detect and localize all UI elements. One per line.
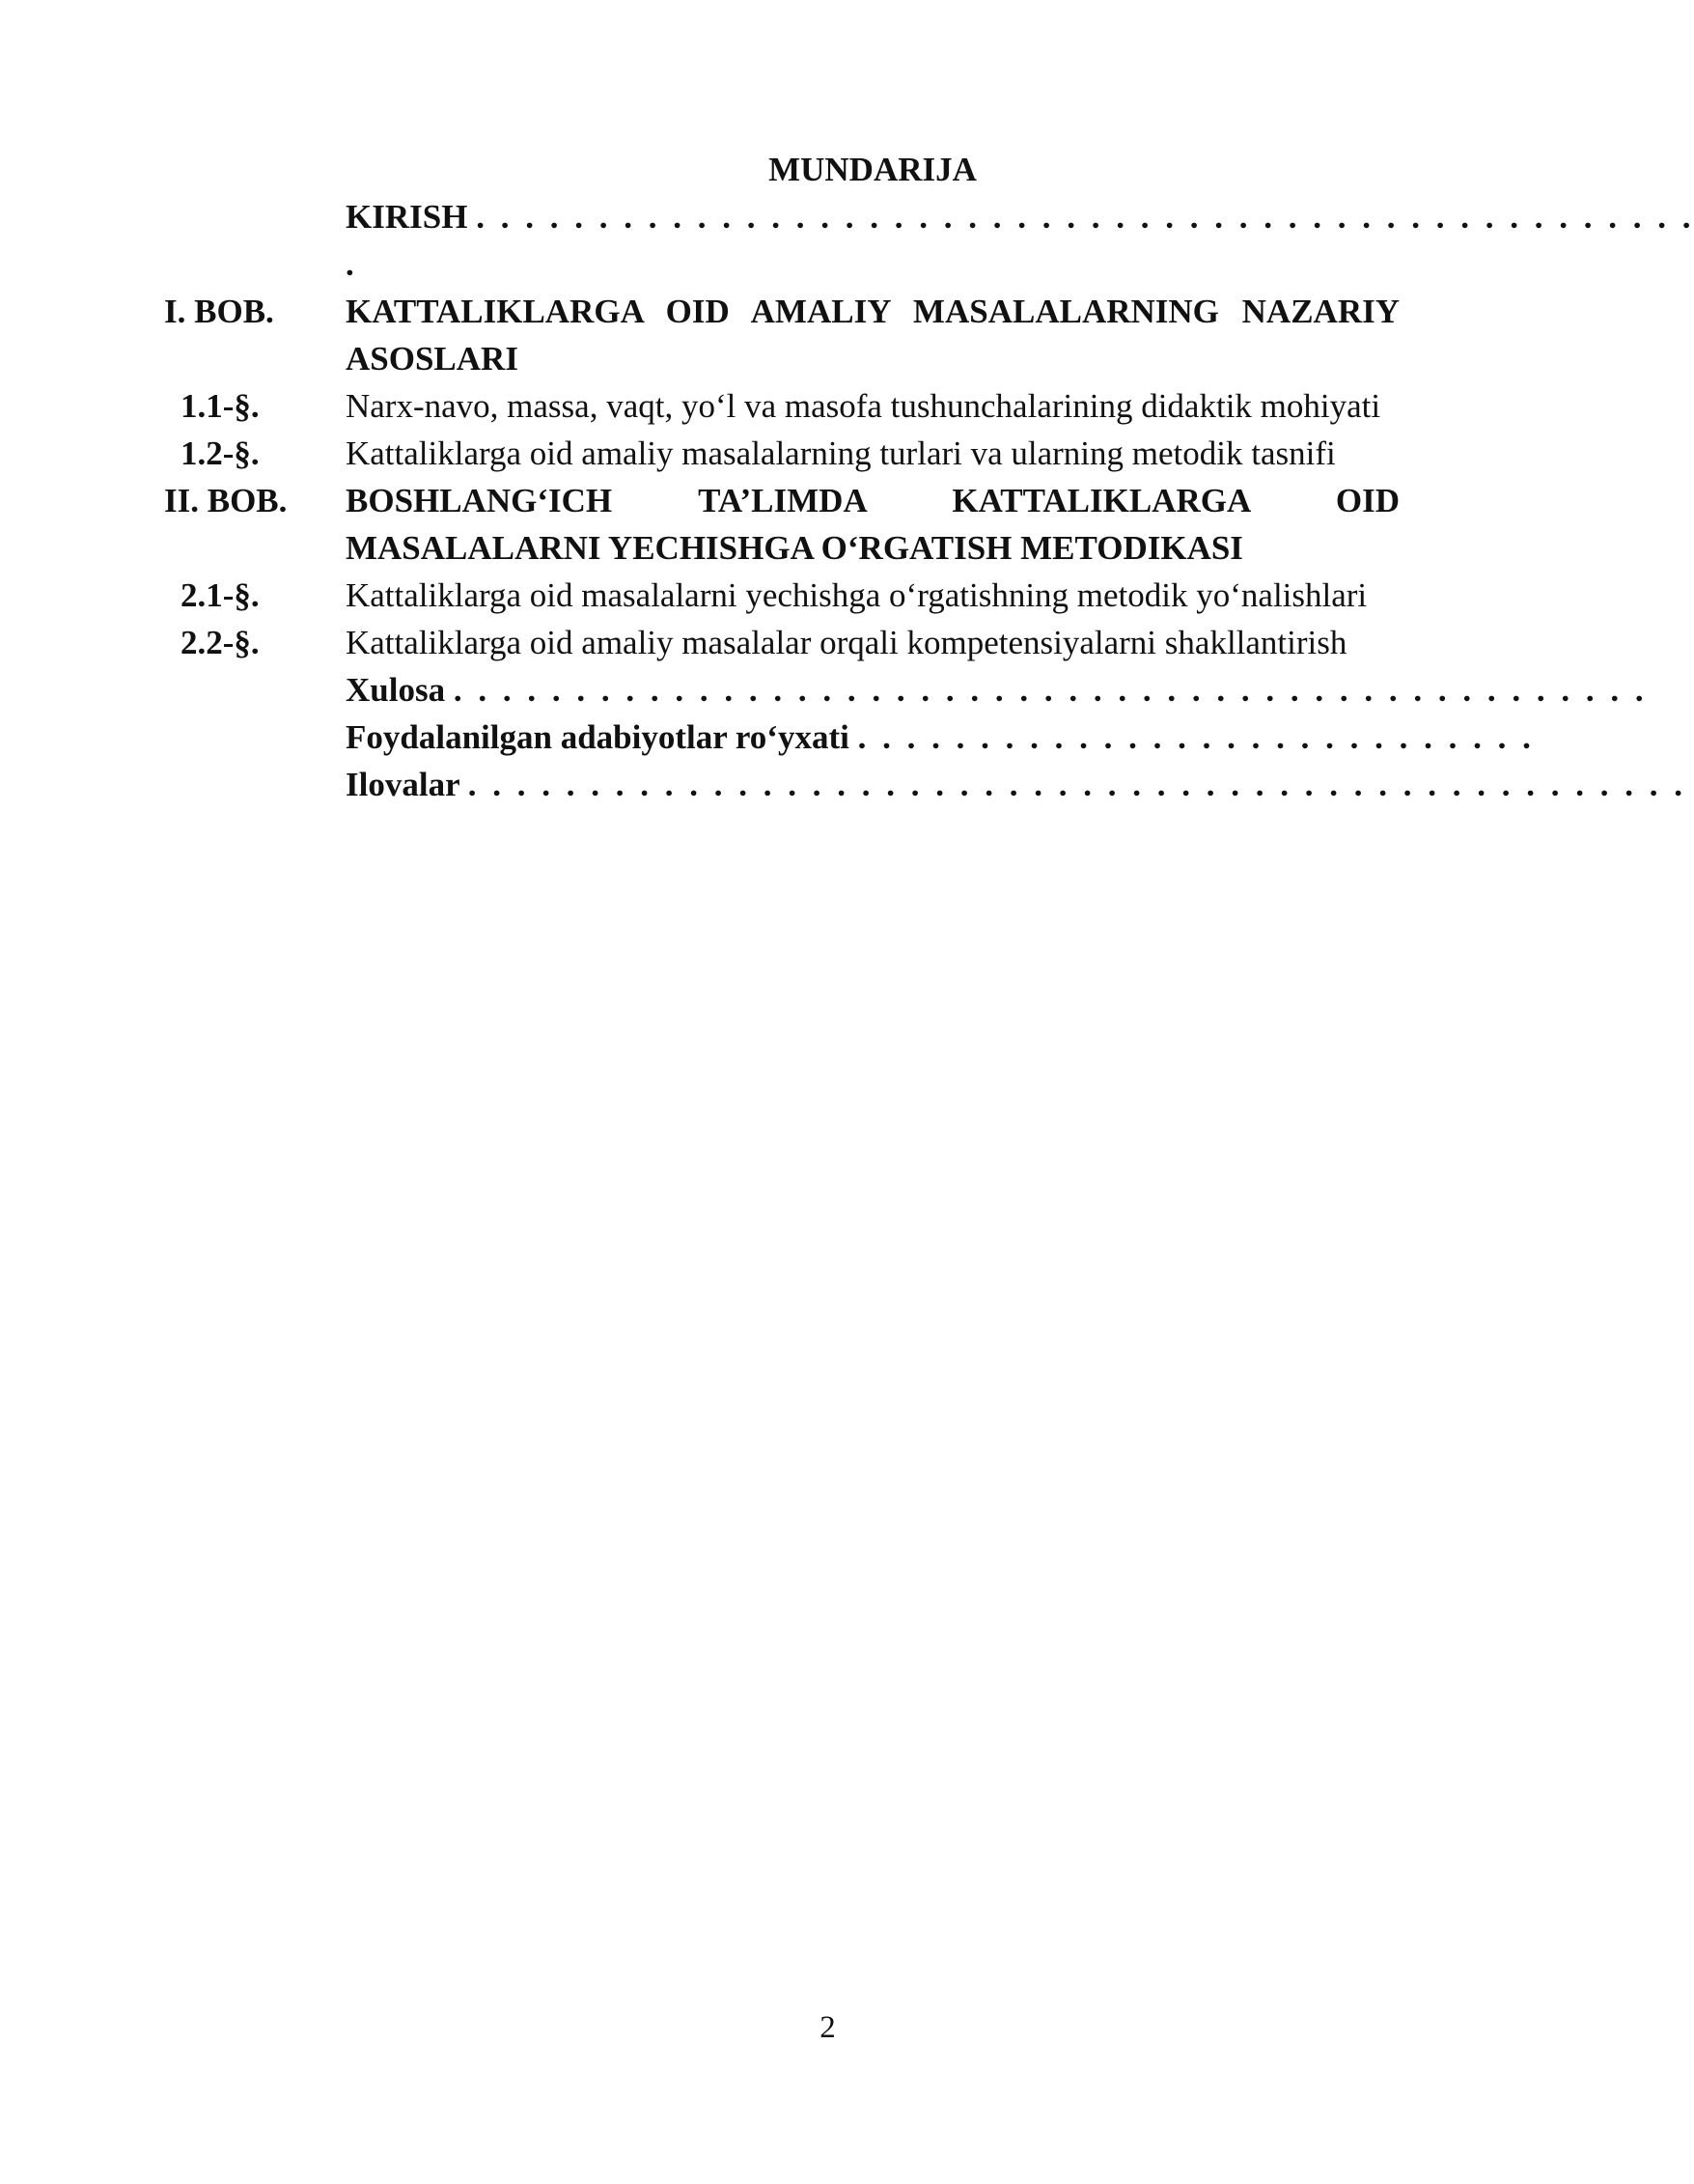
toc-entry-number: II. BOB. — [164, 482, 288, 519]
toc-entry-section-1-1[interactable] — [164, 382, 1400, 430]
toc-entry-chapter-2[interactable] — [164, 477, 1400, 572]
toc-entry-introduction[interactable] — [164, 193, 1694, 288]
toc-leader-dots: . . . . . . . . . . . . . . . . . . . . . . . . . . . . . . . . . . . . . . . . . . . . . . . . . . — [476, 198, 1694, 236]
toc-entry-section-1-2[interactable] — [164, 430, 1400, 477]
toc-entry-label-wrap — [346, 761, 1686, 808]
toc-entry-label: Narx-navo, massa, vaqt, yo‘l va masofa tushunchalarining didaktik mohiyati — [346, 387, 1381, 425]
toc-entry-number: 2.2-§. — [181, 624, 260, 661]
table-of-contents — [164, 193, 1694, 808]
toc-entry-appendices[interactable] — [164, 761, 1686, 808]
toc-entry-label: Xulosa — [346, 671, 446, 709]
toc-entry-label-wrap — [346, 714, 1535, 761]
toc-entry-number: 1.1-§. — [181, 387, 260, 425]
toc-entry-references[interactable] — [164, 714, 1535, 761]
toc-entry-label: Kattaliklarga oid amaliy masalalar orqali kompetensiyalarni shakllantirish — [346, 624, 1347, 661]
toc-entry-label: Kattaliklarga oid amaliy masalalarning turlari va ularning metodik tasnifi — [346, 434, 1336, 472]
toc-entry-label-wrap — [346, 193, 1694, 288]
toc-entry-number: 1.2-§. — [181, 434, 260, 472]
page-number: 2 — [819, 2010, 836, 2045]
toc-entry-label: Kattaliklarga oid masalalarni yechishga o‘rgatishning metodik yo‘nalishlari — [346, 576, 1368, 614]
toc-entry-label: Ilovalar — [346, 766, 459, 803]
toc-entry-label: BOSHLANG‘ICH TA’LIMDA KATTALIKLARGA OID MASALALARNI YECHISHGA O‘RGATISH METODIKASI — [346, 482, 1400, 567]
toc-leader-dots: . . . . . . . . . . . . . . . . . . . . . . . . . . . . . . . . . . . . . . . . . . . . . . . . . . — [467, 766, 1686, 803]
toc-leader-dots: . . . . . . . . . . . . . . . . . . . . . . . . . . . . — [857, 718, 1535, 756]
toc-entry-chapter-1[interactable] — [164, 288, 1400, 382]
toc-entry-label-wrap — [346, 666, 1648, 714]
toc-entry-number: 2.1-§. — [181, 576, 260, 614]
toc-entry-conclusion[interactable] — [164, 666, 1648, 714]
page-title: MUNDARIJA — [768, 151, 977, 188]
toc-entry-label: Foydalanilgan adabiyotlar ro‘yxati — [346, 718, 849, 756]
toc-entry-number: I. BOB. — [164, 293, 274, 330]
toc-entry-label: KATTALIKLARGA OID AMALIY MASALALARNING NAZARIY ASOSLARI — [346, 293, 1400, 378]
toc-entry-section-2-2[interactable] — [164, 619, 1400, 666]
toc-entry-section-2-1[interactable] — [164, 572, 1400, 619]
toc-leader-dot-wrap: . — [346, 245, 354, 283]
toc-entry-label: KIRISH — [346, 198, 468, 236]
toc-leader-dots: . . . . . . . . . . . . . . . . . . . . . . . . . . . . . . . . . . . . . . . . . . . . . . . . . — [453, 671, 1648, 709]
